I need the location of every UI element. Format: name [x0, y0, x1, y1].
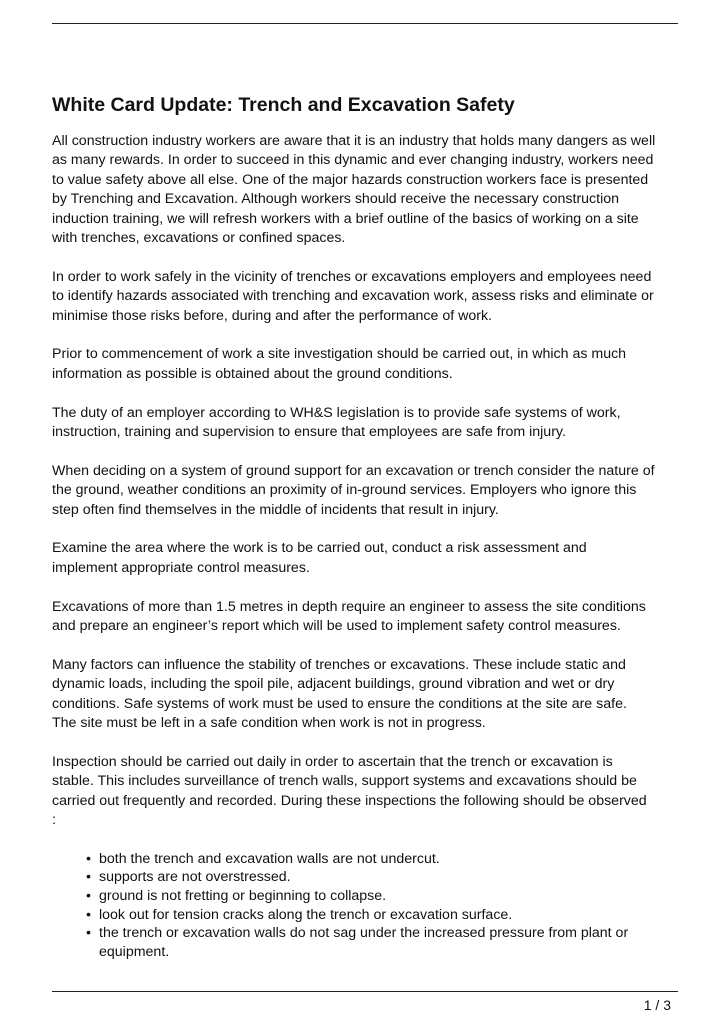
bullet-icon: •: [86, 888, 91, 905]
text-line: implement appropriate control measures.: [52, 559, 310, 576]
body-paragraph: [52, 656, 682, 734]
text-line: information as possible is obtained about the ground conditions.: [52, 365, 453, 382]
body-paragraph: [52, 268, 682, 326]
list-item: [86, 868, 682, 887]
text-line: In order to work safely in the vicinity of trenches or excavations employers and employees need: [52, 268, 652, 285]
text-line: by Trenching and Excavation. Although workers should receive the necessary construction: [52, 191, 620, 208]
text-line: stable. This includes surveillance of trench walls, support systems and excavations should be: [52, 773, 637, 790]
page-number: 1 / 3: [643, 997, 671, 1013]
text-line: Prior to commencement of work a site investigation should be carried out, in which as much: [52, 346, 627, 363]
text-line: Many factors can influence the stability of trenches or excavations. These include static and: [52, 656, 626, 673]
bullet-icon: •: [86, 925, 91, 942]
body-paragraph: [52, 132, 682, 248]
body-paragraph: [52, 404, 682, 443]
paragraph-list: [52, 132, 682, 831]
text-line: induction training, we will refresh workers with a brief outline of the basics of working on a site: [52, 210, 639, 227]
text-line: :: [52, 812, 56, 829]
list-item-text: both the trench and excavation walls are not undercut.: [99, 850, 440, 867]
list-item-text: look out for tension cracks along the trench or excavation surface.: [99, 906, 513, 923]
text-line: and prepare an engineer’s report which will be used to implement safety control measures.: [52, 618, 621, 635]
text-line: with trenches, excavations or confined spaces.: [52, 230, 346, 247]
text-line: All construction industry workers are aware that it is an industry that holds many dangers as well: [52, 133, 656, 149]
text-line: minimise those risks before, during and after the performance of work.: [52, 307, 493, 324]
text-line: step often find themselves in the middle of incidents that result in injury.: [52, 501, 499, 518]
text-line: Excavations of more than 1.5 metres in depth require an engineer to assess the site conditions: [52, 598, 646, 615]
bullet-icon: •: [86, 869, 91, 886]
text-line: to identify hazards associated with trenching and excavation work, assess risks and eliminate or: [52, 288, 654, 305]
text-line: the ground, weather conditions an proximity of in-ground services. Employers who ignore this: [52, 482, 637, 499]
text-line: The site must be left in a safe condition when work is not in progress.: [52, 715, 486, 732]
body-paragraph: [52, 345, 682, 384]
text-line: Examine the area where the work is to be carried out, conduct a risk assessment and: [52, 540, 587, 557]
text-line: instruction, training and supervision to ensure that employees are safe from injury.: [52, 424, 566, 441]
text-line: Inspection should be carried out daily in order to ascertain that the trench or excavation is: [52, 753, 613, 770]
list-item: [86, 924, 682, 961]
text-line: carried out frequently and recorded. During these inspections the following should be observed: [52, 792, 647, 809]
list-item: [86, 850, 682, 869]
list-item-text: equipment.: [99, 943, 170, 960]
footer-rule: [52, 991, 678, 992]
document-body: [52, 92, 682, 961]
body-paragraph: [52, 598, 682, 637]
list-item: [86, 906, 682, 925]
text-line: to value safety above all else. One of the major hazards construction workers face is presented: [52, 171, 649, 188]
body-paragraph: [52, 539, 682, 578]
inspection-checklist: [52, 850, 682, 962]
list-item: [86, 887, 682, 906]
text-line: When deciding on a system of ground support for an excavation or trench consider the nature of: [52, 462, 655, 479]
bullet-icon: •: [86, 906, 91, 923]
text-line: The duty of an employer according to WH&S legislation is to provide safe systems of work,: [52, 404, 621, 421]
body-paragraph: [52, 462, 682, 520]
bullet-icon: •: [86, 850, 91, 867]
body-paragraph: [52, 753, 682, 831]
list-item-text: ground is not fretting or beginning to collapse.: [99, 888, 387, 905]
list-item-text: the trench or excavation walls do not sag under the increased pressure from plant or: [99, 925, 629, 942]
text-line: conditions. Safe systems of work must be used to ensure the conditions at the site are safe.: [52, 695, 627, 712]
header-rule: [52, 23, 678, 24]
document-title: White Card Update: Trench and Excavation Safety: [52, 94, 515, 116]
list-item-text: supports are not overstressed.: [99, 869, 291, 886]
text-line: as many rewards. In order to succeed in this dynamic and ever changing industry, workers need: [52, 152, 654, 169]
text-line: dynamic loads, including the spoil pile, adjacent buildings, ground vibration and wet or dry: [52, 676, 615, 693]
